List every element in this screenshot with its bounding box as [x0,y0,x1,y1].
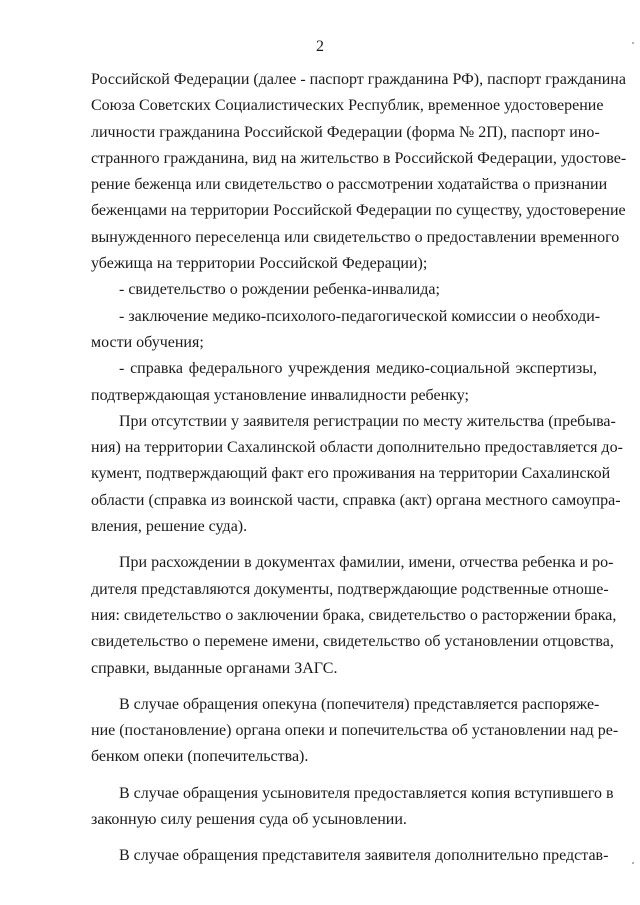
text-line: - справка федерального учреждения медико-социальной экспертизы, [119,360,597,378]
paragraph-gap [91,540,597,550]
paragraph-gap [91,682,597,692]
text-line: беженцами на территории Российской Федерации по существу, удостоверение [91,202,626,220]
text-line: ние (постановление) органа опеки и попечительства об установлении над ре- [91,722,619,740]
text-line: вынужденного переселенца или свидетельство о предоставлении временного [91,228,620,246]
text-line: - свидетельство о рождении ребенка-инвалида; [119,281,440,299]
page-number: 2 [316,38,324,55]
text-line: В случае обращения опекуна (попечителя) представляется распоряже- [119,695,600,713]
text-line: справки, выданные органами ЗАГС. [91,659,338,677]
text-line: кумент, подтверждающий факт его проживания на территории Сахалинской [91,465,611,483]
text-line: мости обучения; [91,333,204,351]
text-line: ния: свидетельство о заключении брака, свидетельство о расторжении брака, [91,606,617,624]
text-line: области (справка из воинской части, справка (акт) органа местного самоупра- [91,491,621,509]
text-line: свидетельство о перемене имени, свидетельство об установлении отцовства, [91,633,614,651]
text-line: При расхождении в документах фамилии, имени, отчества ребенка и ро- [119,554,614,572]
text-line: рение беженца или свидетельство о рассмотрении ходатайства о признании [91,176,608,194]
document-body [91,67,627,870]
text-line: В случае обращения представителя заявителя дополнительно представ- [119,847,609,865]
paragraph-gap [91,833,597,843]
text-line: В случае обращения усыновителя предоставляется копия вступившего в [119,784,614,802]
text-line: Российской Федерации (далее - паспорт гражданина РФ), паспорт гражданина [91,71,626,88]
text-line: вления, решение суда). [91,518,248,536]
text-line: дителя представляются документы, подтверждающие родственные отноше- [91,580,609,598]
text-line: личности гражданина Российской Федерации (форма № 2П), паспорт ино- [91,123,600,141]
text-line: законную силу решения суда об усыновлении. [91,811,407,829]
text-line: ния) на территории Сахалинской области дополнительно предоставляется до- [91,439,623,457]
paragraph-gap [91,771,597,781]
scan-speck [632,42,634,44]
text-line: При отсутствии у заявителя регистрации по месту жительства (пребыва- [119,412,616,430]
text-line: убежища на территории Российской Федерации); [91,255,428,273]
text-line: подтверждающая установление инвалидности ребенку; [91,386,469,404]
text-line: странного гражданина, вид на жительство в Российской Федерации, удостове- [91,149,627,167]
text-line: - заключение медико-психолого-педагогической комиссии о необходи- [119,307,601,325]
text-line: Союза Советских Социалистических Республик, временное удостоверение [91,97,604,115]
scan-speck [632,862,634,864]
text-line: бенком опеки (попечительства). [91,748,309,766]
